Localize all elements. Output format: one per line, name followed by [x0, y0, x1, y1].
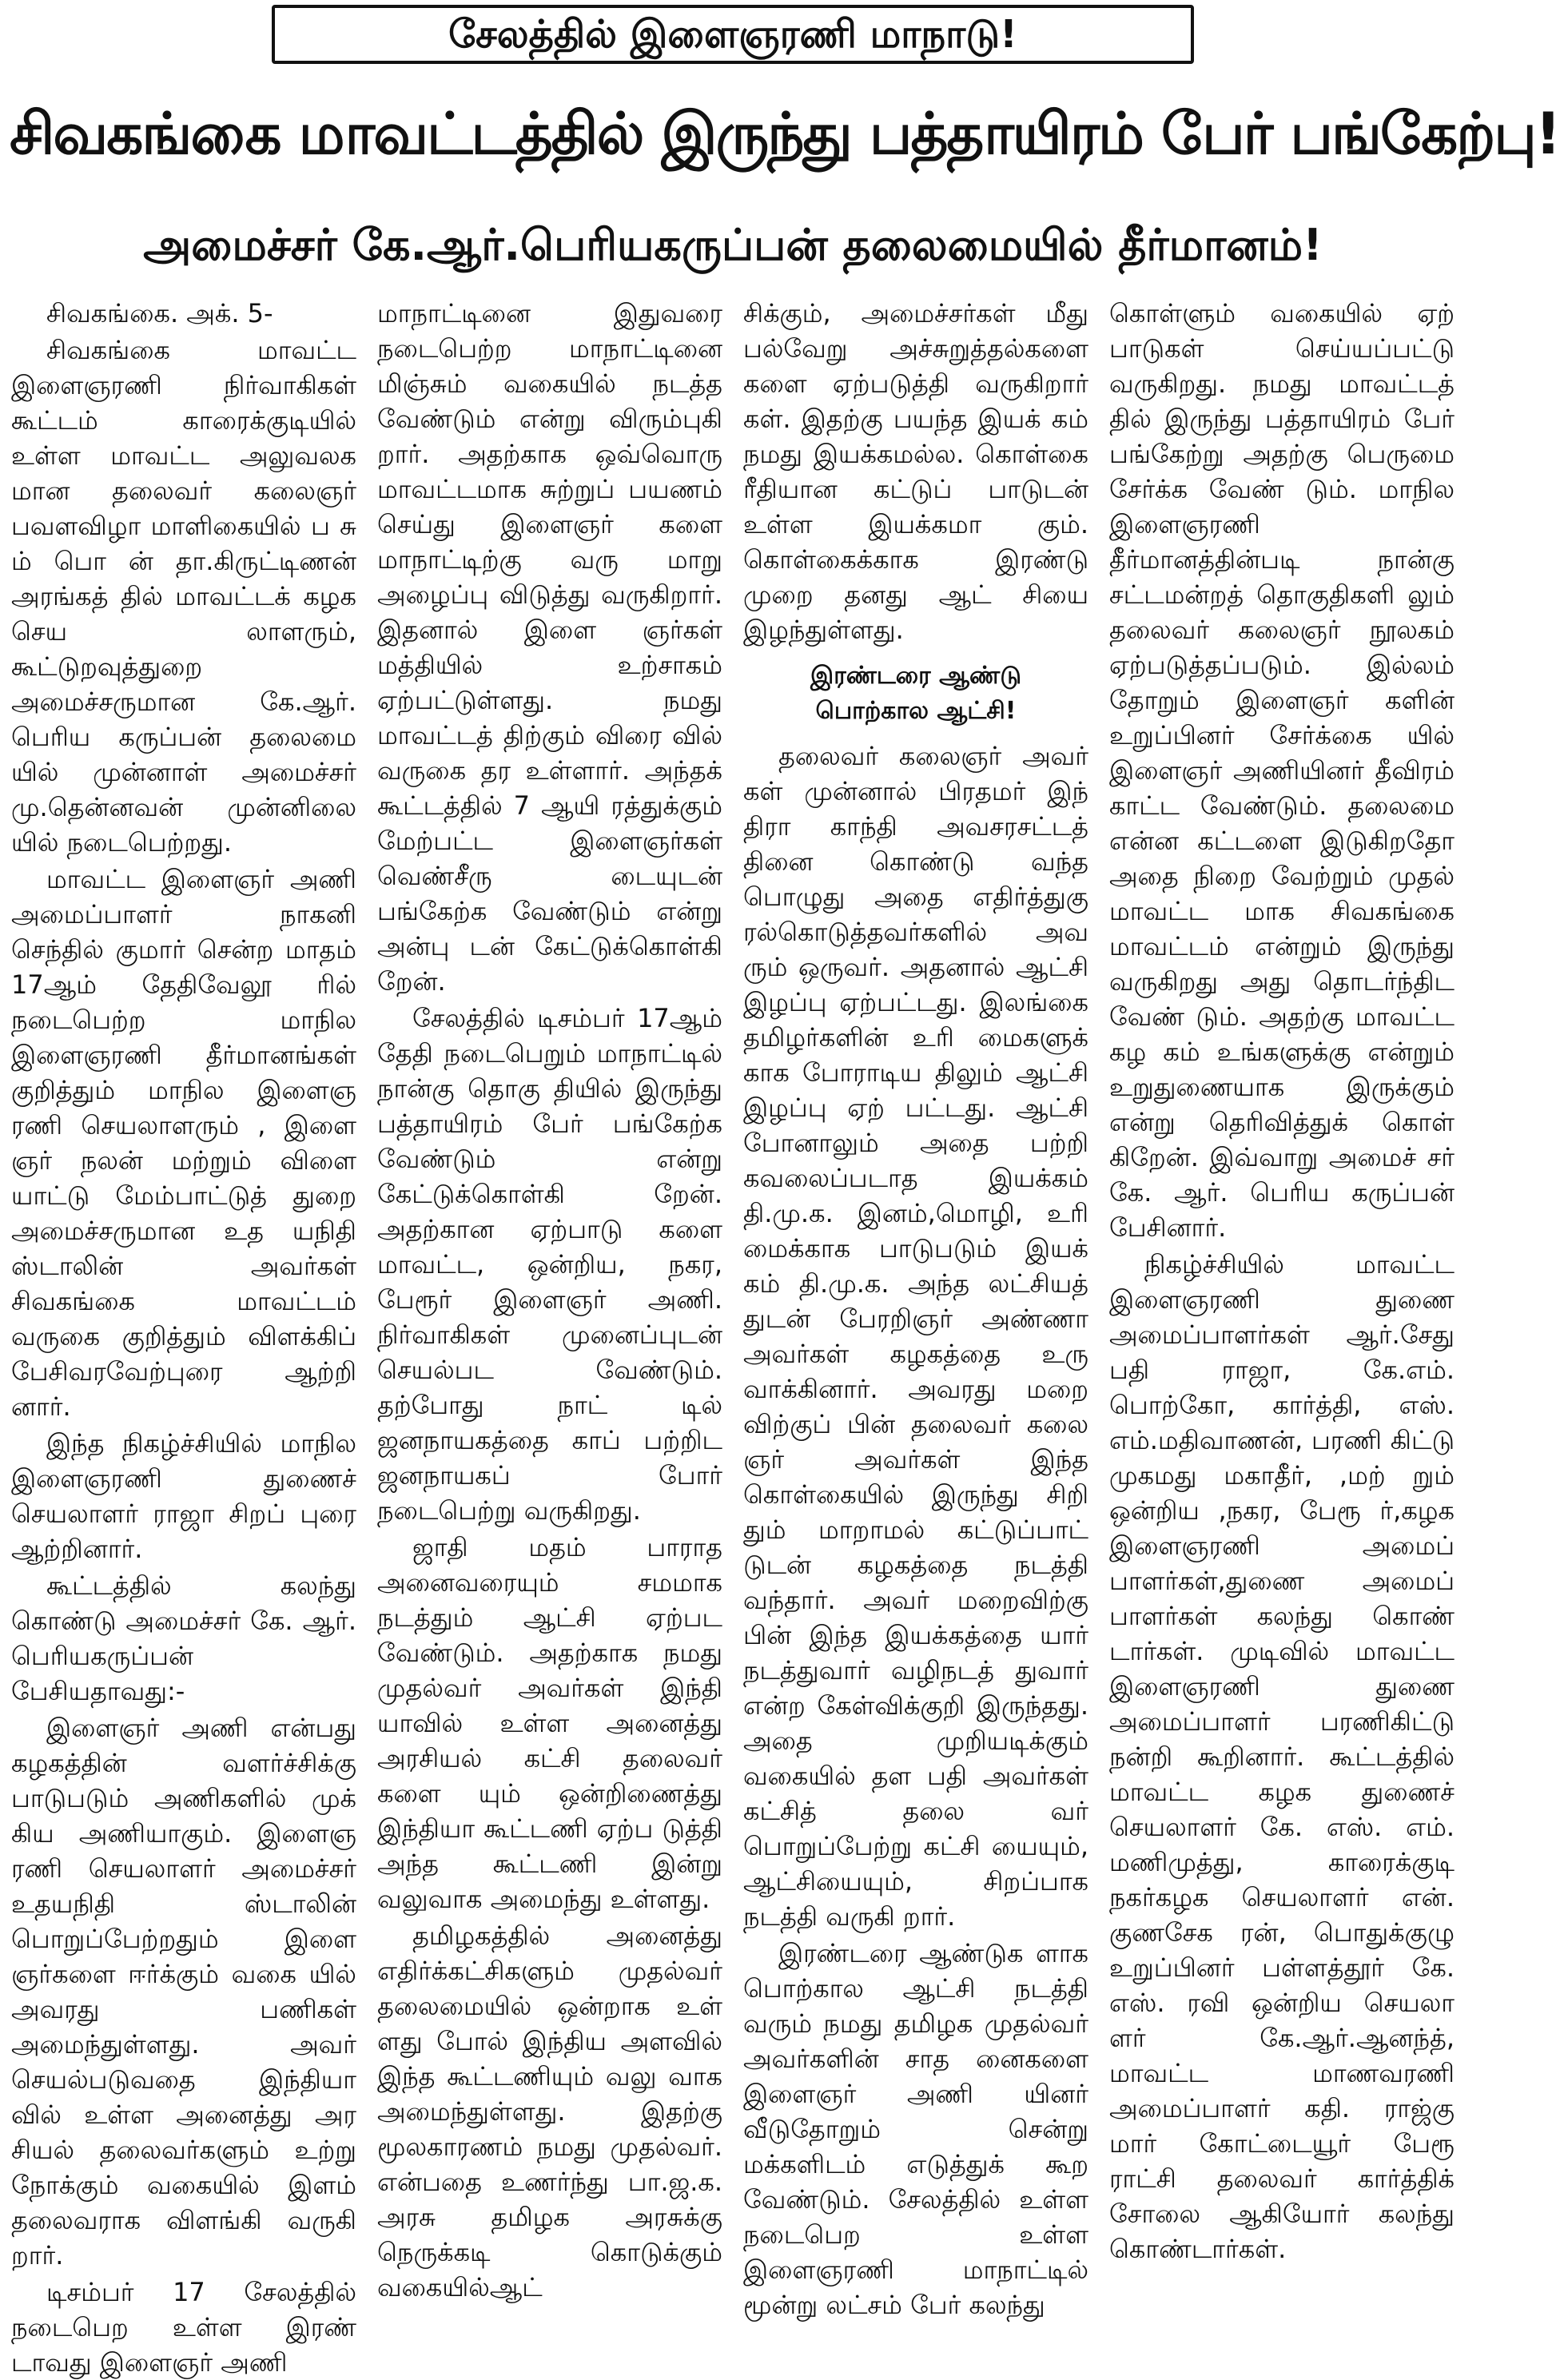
subtitle-line: இரண்டரை ஆண்டு — [810, 662, 1021, 690]
dateline: சிவகங்கை. அக். 5- — [46, 298, 273, 328]
paragraph: மாவட்ட இளைஞர் அணி அமைப்பாளர் நாகனி செந்தில் குமார் சென்ற மாதம் 17ஆம் தேதிவேலூ ரில் நடைபெற்ற மாநில இளைஞரணி தீர்மானங்கள் குறித்தும் மாநில இளைஞ ரணி செயலாளரும் , இளை ஞர் நலன் மற்றும் விளை யாட்டு மேம்பாட்டுத் துறை அமைச்சருமான உத யநிதி ஸ்டாலின் அவர்கள் சிவகங்கை மாவட்டம் வருகை குறித்தும் விளக்கிப் பேசிவரவேற்புரை ஆற்றி னார். — [11, 864, 356, 1422]
paragraph: டிசம்பர் 17 சேலத்தில் நடைபெற உள்ள இரண் டாவது இளைஞர் அணி — [11, 2277, 356, 2378]
article-column-1 — [11, 296, 356, 2378]
article-column-3 — [743, 296, 1088, 2320]
paragraph: கொள்ளும் வகையில் ஏற் பாடுகள் செய்யப்பட்டு வருகிறது. நமது மாவட்டத் தில் இருந்து பத்தாயிரம் பேர் பங்கேற்று அதற்கு பெருமை சேர்க்க வேண் டும். மாநில இளைஞரணி தீர்மானத்தின்படி நான்கு சட்டமன்றத் தொகுதிகளி லும் தலைவர் கலைஞர் நூலகம் ஏற்படுத்தப்படும். இல்லம் தோறும் இளைஞர் களின் உறுப்பினர் சேர்க்கை யில் இளைஞர் அணியினர் தீவிரம் காட்ட வேண்டும். தலைமை என்ன கட்டளை இடுகிறதோ அதை நிறை வேற்றும் முதல் மாவட்ட மாக சிவகங்கை மாவட்டம் என்றும் இருந்து வருகிறது அது தொடர்ந்திட வேண் டும். அதற்கு மாவட்ட கழ கம் உங்களுக்கு என்றும் உறுதுணையாக இருக்கும் என்று தெரிவித்துக் கொள் கிறேன். இவ்வாறு அமைச் சர் கே. ஆர். பெரிய கருப்பன் பேசினார். — [1109, 298, 1455, 1243]
paragraph: ஜாதி மதம் பாராத அனைவரையும் சமமாக நடத்தும் ஆட்சி ஏற்பட வேண்டும். அதற்காக நமது முதல்வர் அவர்கள் இந்தி யாவில் உள்ள அனைத்து அரசியல் கட்சி தலைவர் களை யும் ஒன்றிணைத்து இந்தியா கூட்டணி ஏற்ப டுத்தி அந்த கூட்டணி இன்று வலுவாக அமைந்து உள்ளது. — [377, 1532, 722, 1914]
headline: சிவகங்கை மாவட்டத்தில் இருந்து பத்தாயிரம் பேர் பங்கேற்பு! — [10, 100, 1560, 167]
kicker-banner: சேலத்தில் இளைஞரணி மாநாடு! — [272, 5, 1194, 64]
subtitle-line: பொற்கால ஆட்சி! — [815, 697, 1017, 725]
paragraph: இளைஞர் அணி என்பது கழகத்தின் வளர்ச்சிக்கு பாடுபடும் அணிகளில் முக் கிய அணியாகும். இளைஞ ரணி செயலாளர் அமைச்சர் உதயநிதி ஸ்டாலின் பொறுப்பேற்றதும் இளை ஞர்களை ஈர்க்கும் வகை யில் அவரது பணிகள் அமைந்துள்ளது. அவர் செயல்படுவதை இந்தியா வில் உள்ள அனைத்து அர சியல் தலைவர்களும் உற்று நோக்கும் வகையில் இளம் தலைவராக விளங்கி வருகி றார். — [11, 1713, 356, 2271]
paragraph: சேலத்தில் டிசம்பர் 17ஆம் தேதி நடைபெறும் மாநாட்டில் நான்கு தொகு தியில் இருந்து பத்தாயிரம் பேர் பங்கேற்க வேண்டும் என்று கேட்டுக்கொள்கி றேன். அதற்கான ஏற்பாடு களை மாவட்ட, ஒன்றிய, நகர, பேரூர் இளைஞர் அணி. நிர்வாகிகள் முனைப்புடன் செயல்பட வேண்டும். தற்போது நாட் டில் ஜனநாயகத்தை காப் பற்றிட ஜனநாயகப் போர் நடைபெற்று வருகிறது. — [377, 1003, 722, 1526]
paragraph: மாநாட்டினை இதுவரை நடைபெற்ற மாநாட்டினை மிஞ்சும் வகையில் நடத்த வேண்டும் என்று விரும்புகி றார். அதற்காக ஒவ்வொரு மாவட்டமாக சுற்றுப் பயணம் செய்து இளைஞர் களை மாநாட்டிற்கு வரு மாறு அழைப்பு விடுத்து வருகிறார். இதனால் இளை ஞர்கள் மத்தியில் உற்சாகம் ஏற்பட்டுள்ளது. நமது மாவட்டத் திற்கும் விரை வில் வருகை தர உள்ளார். அந்தக் கூட்டத்தில் 7 ஆயி ரத்துக்கும் மேற்பட்ட இளைஞர்கள் வெண்சீரு டையுடன் பங்கேற்க வேண்டும் என்று அன்பு டன் கேட்டுக்கொள்கி றேன். — [377, 298, 722, 997]
article-body — [11, 296, 1455, 2378]
paragraph: தலைவர் கலைஞர் அவர் கள் முன்னால் பிரதமர் இந் திரா காந்தி அவசரசட்டத் தினை கொண்டு வந்த பொழுது அதை எதிர்த்துகு ரல்கொடுத்தவர்களில் அவ ரும் ஒருவர். அதனால் ஆட்சி இழப்பு ஏற்பட்டது. இலங்கை தமிழர்களின் உரி மைகளுக் காக போராடிய திலும் ஆட்சி இழப்பு ஏற் பட்டது. ஆட்சி போனாலும் அதை பற்றி கவலைப்படாத இயக்கம் தி.மு.க. இனம்,மொழி, உரி மைக்காக பாடுபடும் இயக் கம் தி.மு.க. அந்த லட்சியத் துடன் பேரறிஞர் அண்ணா அவர்கள் கழகத்தை உரு வாக்கினார். அவரது மறை விற்குப் பின் தலைவர் கலை ஞர் அவர்கள் இந்த கொள்கையில் இருந்து சிறி தும் மாறாமல் கட்டுப்பாட் டுடன் கழகத்தை நடத்தி வந்தார். அவர் மறைவிற்கு பின் இந்த இயக்கத்தை யார் நடத்துவார் வழிநடத் துவார் என்ற கேள்விக்குறி இருந்தது. அதை முறியடிக்கும் வகையில் தள பதி அவர்கள் கட்சித் தலை வர் பொறுப்பேற்று கட்சி யையும், ஆட்சியையும், சிறப்பாக நடத்தி வருகி றார். — [743, 741, 1088, 1932]
paragraph: சிவகங்கை மாவட்ட இளைஞரணி நிர்வாகிகள் கூட்டம் காரைக்குடியில் உள்ள மாவட்ட அலுவலக மான தலைவர் கலைஞர் பவளவிழா மாளிகையில் ப சு ம் பொ ன் தா.கிருட்டிணன் அரங்கத் தில் மாவட்டக் கழக செய லாளரும், கூட்டுறவுத்துறை அமைச்சருமான கே.ஆர். பெரிய கருப்பன் தலைமை யில் முன்னாள் அமைச்சர் மு.தென்னவன் முன்னிலை யில் நடைபெற்றது. — [11, 335, 356, 858]
article-column-2 — [377, 296, 722, 2302]
paragraph: நிகழ்ச்சியில் மாவட்ட இளைஞரணி துணை அமைப்பாளர்கள் ஆர்.சேது பதி ராஜா, கே.எம். பொற்கோ, கார்த்தி, எஸ். எம்.மதிவாணன், பரணி கிட்டு முகமது மகாதீர், ,மற் றும் ஒன்றிய ,நகர, பேரூ ர்,கழக இளைஞரணி அமைப் பாளர்கள்,துணை அமைப் பாளர்கள் கலந்து கொண் டார்கள். முடிவில் மாவட்ட இளைஞரணி துணை அமைப்பாளர் பரணிகிட்டு நன்றி கூறினார். கூட்டத்தில் மாவட்ட கழக துணைச் செயலாளர் கே. எஸ். எம். மணிமுத்து, காரைக்குடி நகர்கழக செயலாளர் என். குணசேக ரன், பொதுக்குழு உறுப்பினர் பள்ளத்தூர் கே. எஸ். ரவி ஒன்றிய செயலா ளர் கே.ஆர்.ஆனந்த், மாவட்ட மாணவரணி அமைப்பாளர் கதி. ராஜ்கு மார் கோட்டையூர் பேரூ ராட்சி தலைவர் கார்த்திக் சோலை ஆகியோர் கலந்து கொண்டார்கள். — [1109, 1249, 1455, 2264]
paragraph: தமிழகத்தில் அனைத்து எதிர்க்கட்சிகளும் முதல்வர் தலைமையில் ஒன்றாக உள் ளது போல் இந்திய அளவில் இந்த கூட்டணியும் வலு வாக அமைந்துள்ளது. இதற்கு மூலகாரணம் நமது முதல்வர். என்பதை உணர்ந்து பா.ஜ.க. அரசு தமிழக அரசுக்கு நெருக்கடி கொடுக்கும் வகையில்ஆட் — [377, 1920, 722, 2302]
paragraph: இரண்டரை ஆண்டுக ளாக பொற்கால ஆட்சி நடத்தி வரும் நமது தமிழக முதல்வர் அவர்களின் சாத னைகளை இளைஞர் அணி யினர் வீடுதோறும் சென்று மக்களிடம் எடுத்துக் கூற வேண்டும். சேலத்தில் உள்ள நடைபெற உள்ள இளைஞரணி மாநாட்டில் மூன்று லட்சம் பேர் கலந்து — [743, 1938, 1088, 2320]
section-subtitle — [743, 659, 1088, 729]
paragraph: சிக்கும், அமைச்சர்கள் மீது பல்வேறு அச்சுறுத்தல்களை களை ஏற்படுத்தி வருகிறார் கள். இதற்கு பயந்த இயக் கம் நமது இயக்கமல்ல. கொள்கை ரீதியான கட்டுப் பாடுடன் உள்ள இயக்கமா கும். கொள்கைக்காக இரண்டு முறை தனது ஆட் சியை இழந்துள்ளது. — [743, 298, 1088, 645]
subheadline: அமைச்சர் கே.ஆர்.பெரியகருப்பன் தலைமையில் தீர்மானம்! — [143, 220, 1323, 270]
paragraph: கூட்டத்தில் கலந்து கொண்டு அமைச்சர் கே. ஆர். பெரியகருப்பன் பேசியதாவது:- — [11, 1570, 356, 1706]
paragraph: இந்த நிகழ்ச்சியில் மாநில இளைஞரணி துணைச் செயலாளர் ராஜா சிறப் புரை ஆற்றினார். — [11, 1428, 356, 1564]
article-column-4 — [1109, 296, 1455, 2264]
